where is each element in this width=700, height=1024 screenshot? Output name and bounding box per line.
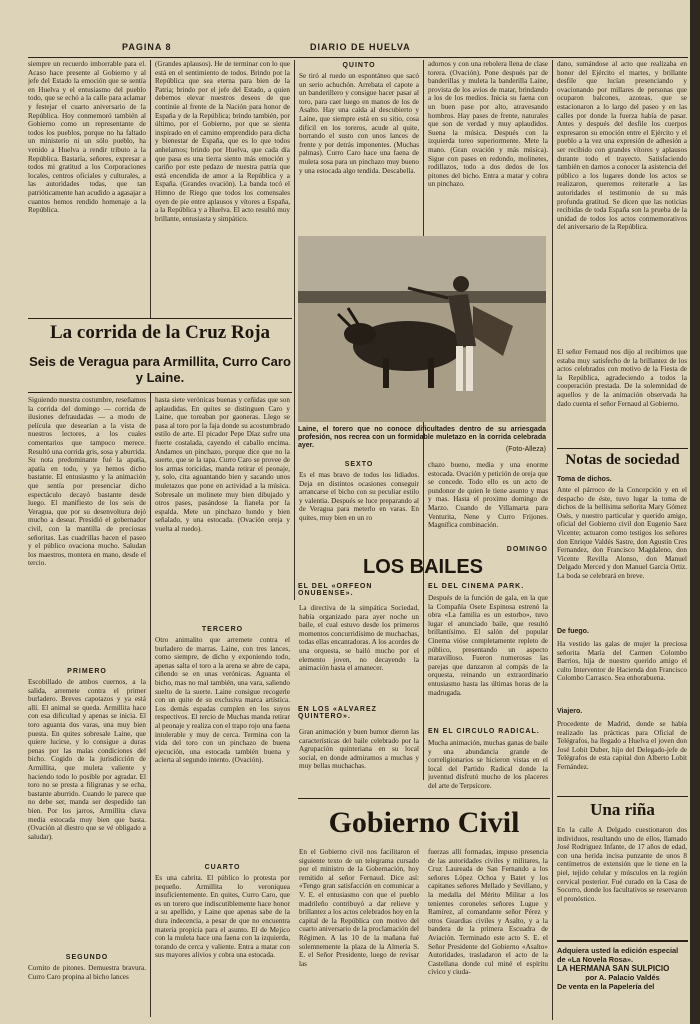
sexto-heading: SEXTO — [344, 461, 374, 468]
orfeon-heading: EL DEL «ORFEON ONUBENSE». — [298, 583, 373, 597]
ad-line-4: De venta en la Papelería del — [557, 982, 655, 991]
article-text-col5-top: dano, sumándose al acto que realizaba en honor del Ejército el martes, y brillante desfile que lucían presenciando y ovacionando por millares de personas que ocuparon balcones, azoteas, que se estacionaron a lo largo del paseo y en las calles por donde la fuerza había de pasar. Antes y después del desfile los cuerpos expresaron su emoción entre el Ejército y el pueblo a la vez una expresión de adhesión a ser recibido con grandes vítores y aplausos durante todo el trayecto. Satisfaciendo también en darnos a conocer la asistencia del público a los lugares donde los actos se realizaron, queremos reiterarle a las autoridades el testimonio de su más profunda gratitud. Se dicen que las noticias recibidas de toda España son la prueba de la unidad de todos los actos conmemorativos del aniversario de la República. — [557, 60, 687, 232]
page-header — [120, 38, 680, 56]
bailes-title: LOS BAILES — [362, 556, 483, 578]
tercero-text: Otro animalito que arremete contra el burladero de marras. Laine, con tres lances, como siempre, de dicho y exponiendo todo, apenas salta el toro a la arena se abre de capa, ciñendo se en unas verónicas. Aguanta el bicho, mas no mal también, una vara, saliendo suelto de la suerte. Laine consigue recogerle con un quite de su exclusiva marca artística. Los demás espadas cumplen en los suyos respectivos. El tercio de Muchas manda retirar al peonaje y realiza con el trapo rojo una faena intolerable y muy de cerca. Termina con la vida del toro con un pinchazo de buena ejecución, una estocada también buena y acierta al segundo intento. (Ovación). — [155, 636, 290, 765]
primero-heading: PRIMERO — [67, 668, 107, 675]
section-rule — [28, 318, 292, 319]
article-text-col4-mid: chazo bueno, media y una enorme estocada. Ovación y petición de oreja que se concede. Todo ello es un acto de pundonor de quien le tiene asunto y mas y mas. Hasta el proximo domingo de Marzo. Cuando de Villamarta para Venturita, Nene y Curro Frijones. Magnífica combinación. — [428, 461, 548, 530]
ad-rule — [557, 940, 688, 942]
viajero-text: Procedente de Madrid, donde se había realizado las prácticas para Oficial de Telégrafos, ha llegado a Huelva el joven don José Lobit Duber, hijo del Delegado-jefe de Telégrafos de esta capital don Alberto Lobit Fernández. — [557, 720, 687, 771]
radical-heading: EN EL CIRCULO RADICAL. — [428, 728, 540, 735]
notas-title: Notas de sociedad — [565, 452, 680, 468]
column-rule — [150, 60, 151, 318]
article-text-col4-top: adornos y con una rebolera llena de clase torera. (Ovación). Pone después par de banderillas y muleta la banderilla Laine, provista de los avios de matar, brindando a los de los medios. Inicia su faena con un buen pase por alto, atravesando hombros. Hay pases de frente, naturales que son de verdad y muy aplaudidos. Suena la música. Después con la izquierda toreo superiormente. Mete la mano. (Gran ovación y más música). Sigue con pases en redondo, molinetes, rodillazos, todo a dos dedos de los pitones del bicho. Entra a matar y cobra un pinchazo. — [428, 60, 548, 189]
corrida-text-col1: Siguiendo nuestra costumbre, reseñamos la corrida del domingo — corrida de ilusiones defraudadas — a modo de película que desearían a la vista de nuestros lectores, a los cuales comentarios que tampoco merece. Resultó una corrida gris, sosa y aburrida. Su nota predominante fué la apatía, apatía en todo, y ya hemos dicho bastante. El entusiasmo y la animación que sentía por presenciar dicho espectáculo decayó bastante desde luego. El manifiesto de los seis de Veragua, que por su desenvoltura dejó mucho a desear. Presidió el gobernador civil, con la mantilla de preciosas señoritas. Las cuadrillas hacen el paseo y el público ovaciona mucho. Saludan los maestros, montera en mano, desde el tercio. — [28, 396, 146, 568]
gobierno-text-col1: En el Gobierno civil nos facilitaron el siguiente texto de un telegrama cursado por el ministro de la Gobernación, hoy remitido al señor Fernaud. Dice así: «Tengo gran satisfacción en comunicar a V. E. el entusiasmo con que el pueblo madrileño contribuyó a dar relieve y brillantez a los actos celebrados hoy en la capital de la República con motivo del cuarto aniversario de la proclamación del Régimen. A las 10 de la mañana fué solemnemente la plaza de la Almería S. E. el Señor Presidente, luego de revisar las — [299, 848, 419, 968]
column-rule — [552, 60, 553, 1020]
gobierno-text-col2: fuerzas allí formadas, impuso presencia de las autoridades civiles y militares, la Cruz Laureada de San Fernando a los señores López Ochoa y Batet y los capitanes señores Mellado y Sevillano, y la medalla del Mérito Militar a los tenientes coroneles señores Lugue y Ramírez, al comandante señor Pérez y otros Guardias civiles y Asalto, y a la bandera de la primera Escuadra de Aviación. Terminado este acto S. E. el Señor Presidente del Gobierno «Asalto» Autoridades, trasladaron el acto de la Castellana donde cul miné el espíritu cívico y ciuda- — [428, 848, 548, 977]
article-text-col2-top: (Grandes aplausos). He de terminar con lo que está en el sentimiento de todos. Brindo por la República que sea eterna para bien de la Patria; brindo por el jefe del Estado, a quien debemos elevar nuestros deseos de que continúe al frente de la Nación para honor de España y de la República; brindo también, por último, por el Gobierno, por que se sienta inspirado en el camino emprendido para dicha y bienestar de España, que es lo que todos anhelamos; brindo por Huelva, que cada día que pasa es una tierra siento más emoción y cariño por este pedazo de nuestra patria que está encendida de amor a la República y a España. (Grandes ovación). La banda tocó el Himno de Riego que todos los comensales oyen de pie entre aplausos y vítores a España, a la República y a Huelva. El acto resultó muy brillante, entusiasta y simpático. — [155, 60, 290, 223]
rina-text: En la calle A Delgado cuestionaron dos individuos, resultando uno de ellos, llamado José Rodriguez Infante, de 17 años de edad, con una herida incisa punzante de unos 8 centímetros de extensión que le tiene en la piel, tejido celular y músculos en la región cervical posterior. Fué curado en la Casa de Socorro, donde los facultativos se reservaron el pronóstico. — [557, 826, 687, 903]
alvarez-text: Gran animación y buen humor dieron las características del baile celebrado por la Agrupación quinteriana en su local social, en donde admiramos a muchas y muy bellas muchachas. — [299, 728, 419, 771]
quinto-heading: QUINTO — [342, 62, 376, 69]
ad-line-1: Adquiera usted la edición especial de «La Novela Rosa». — [557, 946, 679, 964]
dichos-heading: Toma de dichos. — [557, 476, 612, 483]
photo-caption: Laine, el torero que no conoce dificultades dentro de su arriesgada profesión, nos recrea con un formidable muletazo en la corrida celebrada ayer. — [298, 426, 546, 450]
article-text-col1-top: siempre un recuerdo imborrable para el. Acaso hace presente al Gobierno y al jefe del Estado la emoción que se sentía en Huelva y el entusiasmo del pueblo todo, que se echó a la calle para aclamar y festejar el cuarto aniversario de la República. Hoy conmemoró también al Gobierno como un representante de todos los pueblos, porque no ha faltado un ministerio ni un sólo pueblo, ha venido a Huelva a rendir tributo a la República. Bastaría, señores, expresar a todos mi gratitud a los Corporaciones locales, centros oficiales y culturales, a las autoridades todas, que tan patrióticamente han acudido a agasajar a cuantos hemos rendido homenaje a la República. — [28, 60, 146, 215]
cinema-heading: EL DEL CINEMA PARK. — [428, 583, 525, 590]
tercero-heading: TERCERO — [201, 626, 244, 633]
bullfight-photo — [298, 236, 546, 422]
domingo-signature: DOMINGO — [506, 546, 548, 553]
fuego-text: Ha vestido las galas de mujer la preciosa señorita María del Carmen Colombo Barrios, hija de nuestro querido amigo el culto Interventor de Hacienda don Francisco Colombo Carrasco. Sea enhorabuena. — [557, 640, 687, 683]
radical-text: Mucha animación, muchas ganas de baile y una abundancia grande de correligionarios se hicieron vistas en el local del Partido Radical donde la juventud disfrutó mucho de los placeres del arte de Terpsícore. — [428, 739, 548, 789]
column-rule — [150, 392, 151, 1017]
section-rule — [557, 448, 688, 449]
cinema-text: Después de la función de gala, en la que la Compañía Osete Espinosa estrenó la obra «La familia es un estorbo», tuvo lugar el anunciado baile, que resultó brillantísimo. El salón del popular Cinema vióse completamente repleto de público, presentando un aspecto maravilloso. Fueron numerosas las parejas que danzaron al compás de la orquesta, reinando un extraordinario entusiasmo hasta las últimas horas de la madrugada. — [428, 594, 548, 697]
photo-credit: (Foto-Alleza) — [505, 446, 546, 453]
ad-line-2: LA HERMANA SAN SULPICIO — [557, 964, 670, 973]
viajero-heading: Viajero. — [557, 708, 583, 715]
fuego-heading: De fuego. — [557, 628, 589, 635]
page-number: PAGINA 8 — [122, 42, 172, 52]
corrida-text-col2: hasta siete verónicas buenas y ceñidas que son aplaudidas. En quites se distinguen Caro y Laine, que toreaban por gaoneras. Llego se pasa al toro por la faja donde su acostumbrado estilo de arte. El picador Pepe Díaz sufre una fuerte costalada, cayendo el caballo encima. Andamos un pinchazo, porque dice que no la suerte, que se la tapa. Curro Caro se provee de los armas toricidas, manda retirar el peonaje, y, solo, cita aguantando bien y sacando unos muletazos que pone en actividad a la música. Sobresale un molinete muy bien dibujado y otros pases, pasándose la fianela por la espalda. Mete un pinchazo hondo y bien señalado, y una estocada. (Ovación oreja y vuelta al ruedo). — [155, 396, 290, 533]
page-edge-shadow — [690, 0, 700, 1024]
corrida-title: La corrida de la Cruz Roja — [49, 322, 271, 343]
fernaud-text: El señor Fernaud nos dijo al recibirnos que estaba muy satisfecho de la brillantez de los actos celebrados con motivo de la Fiesta de la República, agradeciendo a todos la cooperación prestada. De la solemnidad de aquellos y de la animación observada ha dado cuenta el señor Fernaud al Gobierno. — [557, 348, 687, 408]
section-rule — [298, 798, 550, 799]
novela-rosa-ad — [557, 946, 688, 991]
sexto-text: Es el mas bravo de todos los lidiados. Deja en distintos ocasiones conseguir arrancarse el bicho con su peculiar estilo y valentia. Después se luce preparando al de Veragua para meterlo en varas. En quites, muy bien en un ro — [299, 471, 419, 522]
segundo-text: Cornito de pitones. Demuestra bravura. Curro Caro propina al bicho lances — [28, 964, 146, 981]
cuarto-text: Es una cabrita. El público lo protesta por pequeño. Armillita lo veroniquea insuficientemente. En quites, Curro Caro, que es un torero que indiscutiblemente hace honor a su apellido, y Laine que apenas sabe de la dura indecencia, a pesar de que no encuentra materia propicia para el asunto. El de Mejico con la muleta hace una faena con la izquierda, torando de cerca y valiente. Entra a matar con sus mayores alivios y cobra una estocada. — [155, 874, 290, 960]
orfeon-text: La directiva de la simpática Sociedad, había organizado para ayer noche un baile, el cual estuvo desde los primeros momentos concurridísimo de muchachas, todas ellas encantadoras. A los acordes de una orquesta, se bailó mucho por el elemento joven, no decayendo la animación hasta el amanecer. — [299, 604, 419, 673]
segundo-heading: SEGUNDO — [65, 954, 109, 961]
photo-image — [298, 236, 546, 422]
section-rule — [557, 796, 688, 797]
primero-text: Escobillado de ambos cuernos, a la salida, arremete contra el primer burladero. Breves capotazos y ya está allí. El animal se queda. Armillita hace con esa dificultad y apenas se inicia. El toro aguanta dos varas, una muy bien puesta. En quites sobresale Laine, que quiere lucirse, y lo consigue a duras penas por las malas condiciones del bicho. Cogido de la jurisdicción de Armillita, que muleta valiente y haciendo todo lo posible por agradar. El toro no se presta a filigranas y se echa, bastante aburrido. Cuando le parece que no debe ser, manda ser despedido tan bien. Por los jarros, Armillita clava media estocada muy bien que basta. (Ovación al diestro que se vé obligado a saludar). — [28, 678, 146, 841]
cuarto-heading: CUARTO — [204, 864, 241, 871]
ad-line-3: por A. Palacio Valdés — [585, 973, 660, 982]
corrida-subtitle: Seis de Veragua para Armillita, Curro Caro y Laine. — [29, 354, 291, 385]
section-rule — [28, 392, 292, 393]
rina-title: Una riña — [590, 800, 655, 819]
dichos-text: Ante el párroco de la Concepción y en el despacho de éste, tuvo lugar la toma de dichos de la bellísima señorita Mary Gómez Osés, y nuestro particular y querido amigo, oficial del Gobierno civil don Eugenio Saez Vicente; actuaron como testigos los señores don Enrique Valdés Sastre, don Agustín Cres Fernandez, don Francisco Magdaleno, don Vicente Revilla Alonso, don Manuel Delgado Merced y don Manuel García Ortiz. La boda se celebrará en breve. — [557, 486, 687, 580]
gobierno-title: Gobierno Civil — [328, 806, 520, 839]
quinto-text: Se tiró al ruedo un espontáneo que sacó un serio achuchón. Arrebata el capote a un banderillero y consigue hacer pasar al toro, para caer luego en manos de los de Asalto. Hay una caída al descubierto y Laine, que siempre está en su sitio, cosa difícil en los toreros, acude al quite, borrando el susto con unos lances de frente y por detrás imponentes. (Muchas palmas). Curro Caro hace una faena de muleta sosa para un pinchazo muy bueno y una estocada algo tendida. Descabella. — [299, 72, 419, 175]
newspaper-name: DIARIO DE HUELVA — [310, 42, 411, 52]
column-rule — [294, 60, 295, 600]
alvarez-heading: EN LOS «ALVAREZ QUINTERO». — [298, 706, 377, 720]
header-rule — [28, 57, 688, 58]
